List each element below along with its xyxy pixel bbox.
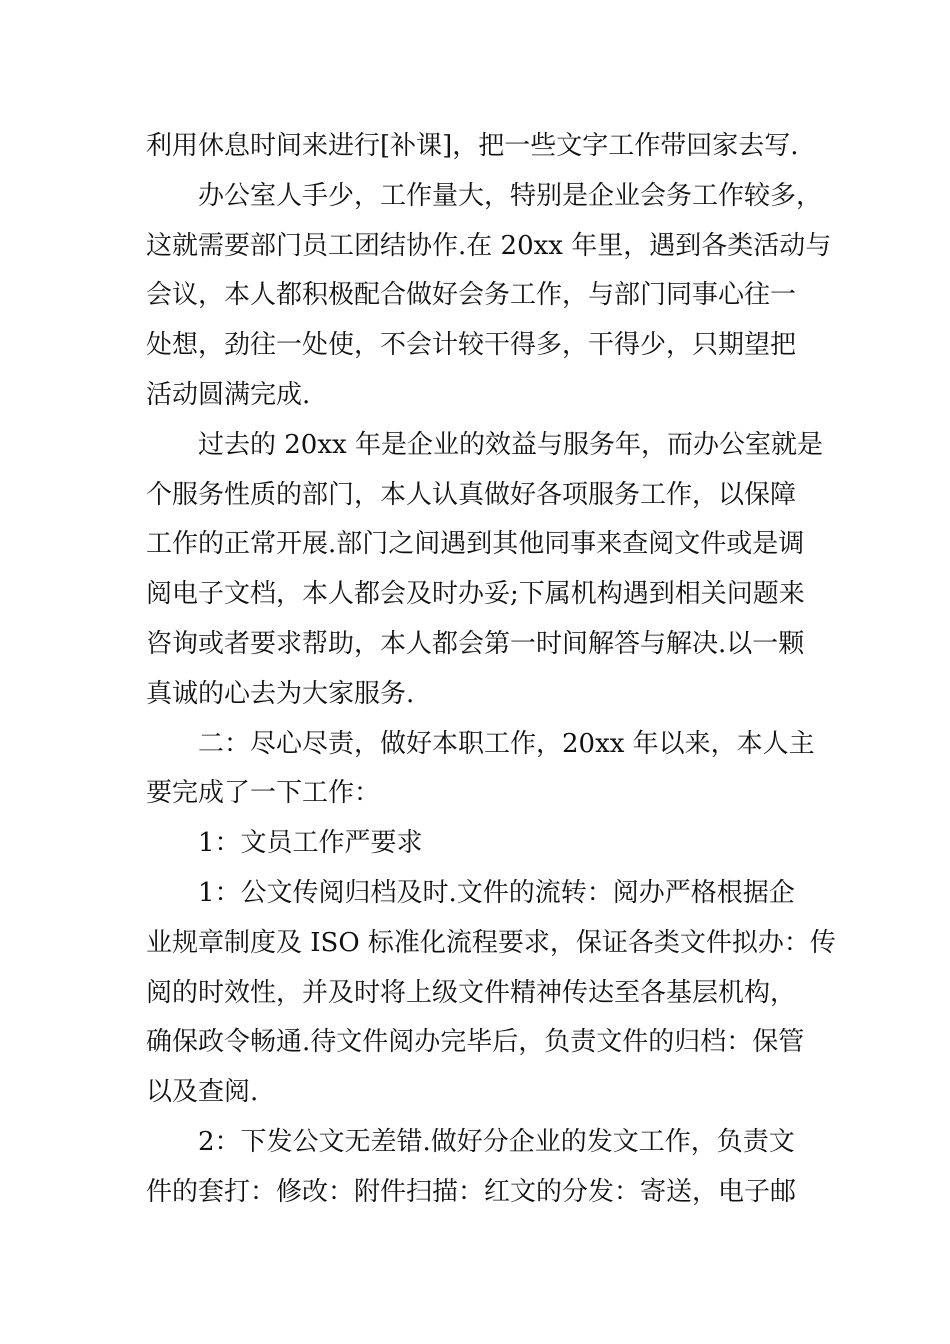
text-line: 要完成了一下工作： — [146, 778, 381, 809]
text-line: 2：下发公文无差错.做好分企业的发文工作，负责文 — [198, 1126, 795, 1157]
document-body — [146, 122, 836, 1218]
text-line: 利用休息时间来进行[补课]，把一些文字工作带回家去写. — [146, 131, 799, 161]
text-line: 确保政令畅通.待文件阅办完毕后，负责文件的归档：保管 — [146, 1027, 805, 1058]
text-line: 件的套打：修改：附件扫描：红文的分发：寄送，电子邮 — [146, 1176, 797, 1207]
text-line: 会议，本人都积极配合做好会务工作，与部门同事心往一 — [146, 280, 797, 311]
paragraph-3 — [146, 421, 826, 720]
text-line: 咨询或者要求帮助，本人都会第一时间解答与解决.以一颗 — [146, 628, 805, 659]
text-line: 业规章制度及 ISO 标准化流程要求，保证各类文件拟办：传 — [146, 927, 836, 958]
text-line: 活动圆满完成. — [146, 379, 311, 410]
text-line: 处想，劲往一处使，不会计较干得多，干得少，只期望把 — [146, 330, 797, 361]
text-line: 办公室人手少，工作量大，特别是企业会务工作较多， — [198, 180, 823, 211]
paragraph-4 — [146, 720, 826, 820]
text-line: 1：公文传阅归档及时.文件的流转：阅办严格根据企 — [198, 877, 795, 908]
text-line: 二：尽心尽责，做好本职工作，20xx 年以来，本人主 — [198, 728, 815, 759]
text-line: 真诚的心去为大家服务. — [146, 678, 415, 709]
text-line: 阅电子文档，本人都会及时办妥;下属机构遇到相关问题来 — [146, 579, 805, 610]
paragraph-6 — [146, 869, 836, 1118]
paragraph-7 — [146, 1118, 826, 1218]
text-line: 阅的时效性，并及时将上级文件精神传达至各基层机构， — [146, 977, 797, 1008]
paragraph-5 — [146, 819, 826, 869]
paragraph-1 — [146, 122, 826, 172]
text-line: 个服务性质的部门，本人认真做好各项服务工作，以保障 — [146, 479, 797, 510]
text-line: 过去的 20xx 年是企业的效益与服务年，而办公室就是 — [198, 429, 823, 460]
text-line: 1：文员工作严要求 — [198, 828, 423, 859]
text-line: 工作的正常开展.部门之间遇到其他同事来查阅文件或是调 — [146, 529, 805, 560]
paragraph-2 — [146, 172, 832, 421]
text-line: 以及查阅. — [146, 1077, 259, 1108]
text-line: 这就需要部门员工团结协作.在 20xx 年里，遇到各类活动与 — [146, 230, 832, 261]
